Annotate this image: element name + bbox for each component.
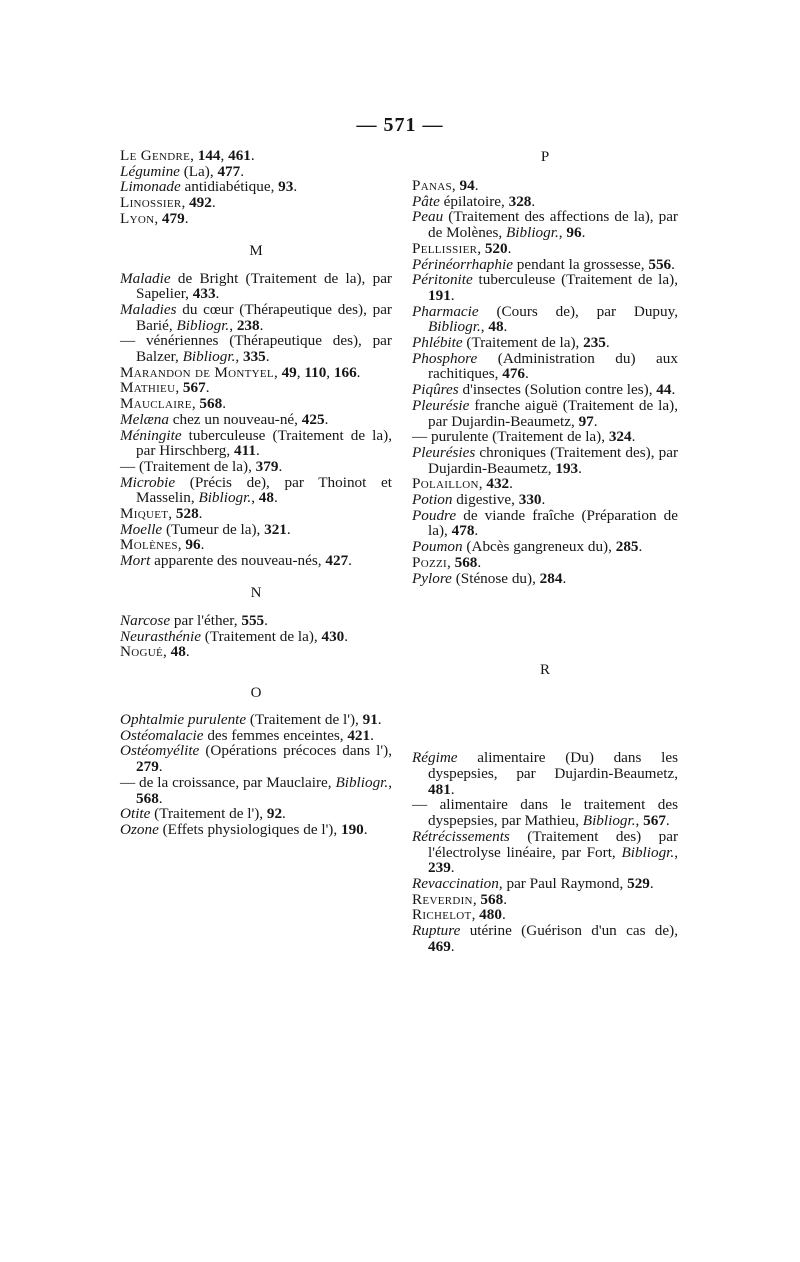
index-entry: Poumon (Abcès gangreneux du), 285. [412,538,643,556]
index-entry: Ozone (Effets physiologiques de l'), 190. [120,820,368,838]
index-entry: Moelle (Tumeur de la), 321. [120,520,291,538]
index-entry: Légumine (La), 477. [120,162,245,180]
index-entry: Pleurésie franche aiguë (Traitement de la), par Dujardin-Beaumetz, 97. [412,396,678,430]
index-entry: Microbie (Précis de), par Thoinot et Masselin, Bibliogr., 48. [120,473,392,507]
index-entry: Linossier, 492. [120,194,216,212]
spacer [412,690,678,750]
index-entry: Lyon, 479. [120,209,189,227]
index-entry: Pâte épilatoire, 328. [412,192,536,210]
index-entry: Otite (Traitement de l'), 92. [120,805,286,823]
index-entry: Potion digestive, 330. [412,491,546,509]
section-letter-n: N [250,584,262,601]
index-entry: Mauclaire, 568. [120,395,226,413]
index-entry: Maladies du cœur (Thérapeutique des), par Barié, Bibliogr., 238. [120,300,392,334]
index-entry: Poudre de viande fraîche (Préparation de la), 478. [412,506,678,540]
index-entry: Pylore (Sténose du), 284. [412,569,567,587]
index-entry: — de la croissance, par Mauclaire, Bibliogr., 568. [120,773,392,807]
index-entry: Pleurésies chroniques (Traitement des), par Dujardin-Beaumetz, 193. [412,443,678,477]
index-entry: Pellissier, 520. [412,239,512,257]
index-entry: — vénériennes (Thérapeutique des), par Balzer, Bibliogr., 335. [120,332,392,366]
index-entry: Périnéorrhaphie pendant la grossesse, 556. [412,255,675,273]
section-letter-o: O [250,684,262,701]
index-entry: Miquet, 528. [120,505,203,523]
index-entry: Nogué, 48. [120,643,190,661]
index-entry: Neurasthénie (Traitement de la), 430. [120,627,349,645]
index-entry: Ostéomalacie des femmes enceintes, 421. [120,726,374,744]
index-entry: Rupture utérine (Guérison d'un cas de), 469. [412,922,678,955]
index-entry: Polaillon, 432. [412,475,513,493]
index-entry: Reverdin, 568. [412,890,507,908]
index-entry: Maladie de Bright (Traitement de la), par Sapelier, 433. [120,269,392,303]
index-entry: Pharmacie (Cours de), par Dupuy, Bibliogr., 48. [412,302,678,336]
index-entry: Le Gendre, 144, 461. [120,147,255,164]
page-number: — 571 — [356,114,444,136]
index-entry: Péritonite tuberculeuse (Traitement de la), 191. [412,271,678,304]
index-entry: Méningite tuberculeuse (Traitement de la), par Hirschberg, 411. [120,426,392,460]
section-letter-r: R [539,662,550,679]
index-entry: — (Traitement de la), 379. [120,457,283,475]
index-entry: Piqûres d'insectes (Solution contre les), 44. [412,381,676,399]
section-letter-m: M [249,242,263,259]
index-column-left [120,148,392,838]
index-entry: Revaccination, par Paul Raymond, 529. [412,874,654,892]
index-entry: Limonade antidiabétique, 93. [120,178,298,196]
section-letter-p: P [540,149,550,165]
index-entry: Phosphore (Administration du) aux rachitiques, 476. [412,349,678,383]
index-entry: Panas, 94. [412,177,479,194]
spacer [412,586,678,646]
index-entry: Phlébite (Traitement de la), 235. [412,334,610,352]
index-entry: Pozzi, 568. [412,553,482,571]
index-entry: Mathieu, 567. [120,379,210,397]
index-entry: Régime alimentaire (Du) dans les dyspepsies, par Dujardin-Beaumetz, 481. [412,749,678,798]
index-entry: Richelot, 480. [412,906,506,924]
index-entry: Rétrécissements (Traitement des) par l'électrolyse linéaire, par Fort, Bibliogr., 239. [412,827,678,877]
index-entry: Molènes, 96. [120,536,205,554]
index-entry: Narcose par l'éther, 555. [120,611,268,629]
index-entry: Ophtalmie purulente (Traitement de l'), 91. [120,710,382,728]
index-entry: — purulente (Traitement de la), 324. [412,428,636,446]
index-entry: Peau (Traitement des affections de la), par de Molènes, Bibliogr., 96. [412,208,678,242]
index-entry: Mort apparente des nouveau-nés, 427. [120,552,352,570]
index-entry: Marandon de Montyel, 49, 110, 166. [120,363,361,381]
index-entry: Ostéomyélite (Opérations précoces dans l'), 279. [120,742,392,776]
index-entry: — alimentaire dans le traitement des dyspepsies, par Mathieu, Bibliogr., 567. [412,796,678,830]
index-entry: Melæna chez un nouveau-né, 425. [120,410,329,428]
index-column-right [412,148,678,954]
